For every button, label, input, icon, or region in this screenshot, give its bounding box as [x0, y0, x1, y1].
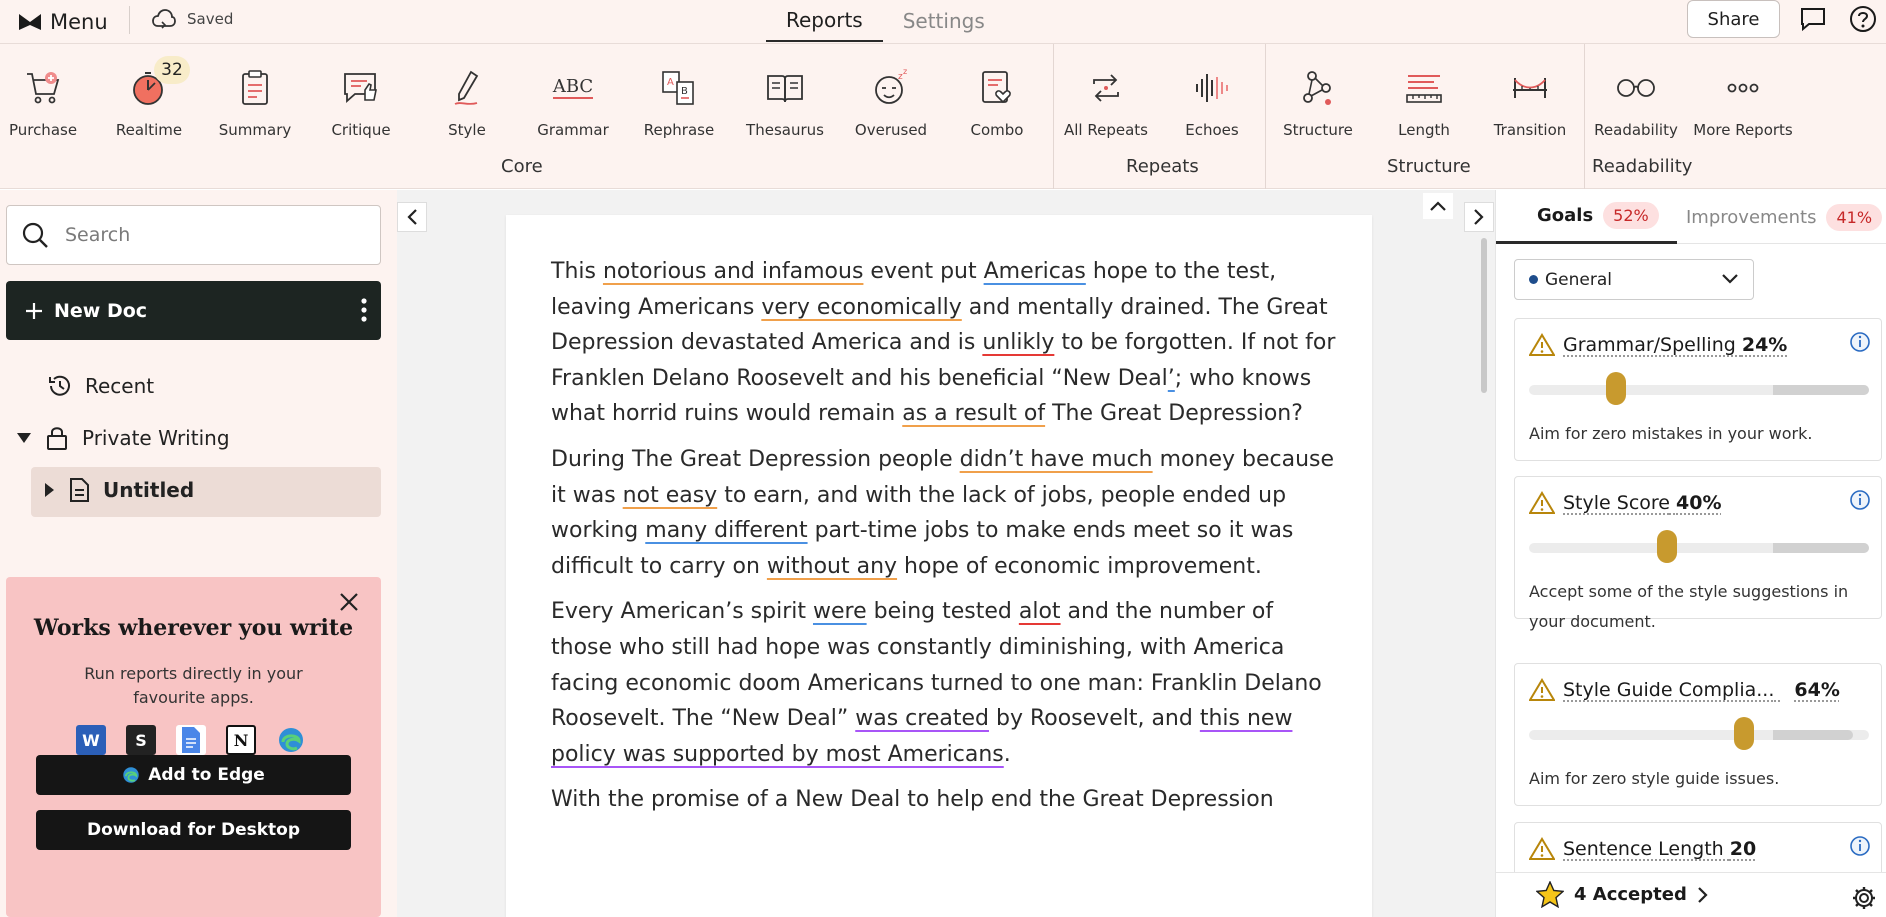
report-label: All Repeats: [1064, 121, 1148, 139]
report-label: Style: [448, 121, 486, 139]
goal-title[interactable]: Sentence Length 20: [1563, 838, 1757, 860]
word-icon[interactable]: W: [76, 725, 106, 755]
clipboard-icon: [231, 64, 279, 112]
report-label: Transition: [1493, 121, 1567, 139]
spelling-suggestion[interactable]: unlikly: [982, 330, 1055, 356]
warning-icon: [1529, 837, 1555, 861]
info-icon[interactable]: [1849, 835, 1871, 861]
goal-title[interactable]: Style Score 40%: [1563, 492, 1722, 514]
left-sidebar: [0, 190, 397, 917]
search-input[interactable]: [65, 224, 365, 246]
sidebar-item-private-writing[interactable]: [16, 425, 230, 451]
grammar-suggestion[interactable]: were: [812, 599, 867, 625]
caret-right-icon[interactable]: [43, 482, 55, 498]
cloud-sync-icon: [151, 8, 177, 30]
sidebar-item-label: Recent: [85, 374, 155, 398]
report-transition[interactable]: [1477, 64, 1583, 154]
goal-slider-track: [1529, 385, 1869, 395]
abc-icon-text: ABC: [552, 76, 594, 97]
report-length[interactable]: [1371, 64, 1477, 154]
promo-title: Works wherever you write: [33, 615, 354, 641]
goal-header: [1529, 491, 1722, 515]
goal-header: [1529, 837, 1756, 861]
download-desktop-button[interactable]: Download for Desktop: [36, 810, 351, 850]
goal-slider-knob[interactable]: [1657, 530, 1677, 563]
tab-label: Goals: [1537, 205, 1594, 226]
chevron-down-icon: [1721, 272, 1739, 286]
style-suggestion[interactable]: very economically: [761, 294, 962, 320]
report-realtime[interactable]: [96, 60, 202, 154]
group-label-core: Core: [501, 156, 543, 177]
sidebar-item-label: Private Writing: [82, 426, 230, 450]
menu-button[interactable]: [18, 6, 108, 38]
info-icon[interactable]: [1849, 331, 1871, 357]
cart-icon: [19, 64, 67, 112]
report-label: Echoes: [1185, 121, 1239, 139]
goal-description: Accept some of the style suggestions in your document.: [1529, 582, 1849, 631]
goal-target-zone: [1773, 385, 1869, 395]
report-style[interactable]: [414, 64, 520, 154]
tab-improvements[interactable]: [1686, 190, 1882, 244]
search-box[interactable]: [6, 205, 381, 265]
gear-icon[interactable]: [1851, 885, 1877, 915]
paragraph[interactable]: During The Great Depression people didn’t have much money because it was not easy to earn, and with the lack of jobs, people ended up working many different part-time jobs to make ends meet so it was difficult to carry on without any hope of economic improvement.: [551, 446, 1335, 579]
saved-label: Saved: [187, 10, 234, 28]
add-to-edge-label: Add to Edge: [148, 765, 265, 785]
sound-wave-icon: [1188, 64, 1236, 112]
tab-label: Improvements: [1686, 206, 1817, 228]
report-label: Structure: [1283, 121, 1353, 139]
warning-icon: [1529, 333, 1555, 357]
help-icon[interactable]: [1848, 4, 1878, 34]
share-button[interactable]: Share: [1687, 0, 1780, 38]
report-label: Grammar: [537, 121, 609, 139]
svg-text:B: B: [681, 86, 688, 97]
panel-tabs: [1496, 190, 1886, 244]
plus-icon: [24, 301, 44, 321]
promo-card: [6, 577, 381, 917]
document-icon: [67, 477, 91, 503]
style-suggestion[interactable]: didn’t have much: [959, 446, 1153, 472]
collapse-panel-button[interactable]: [1464, 202, 1494, 232]
bridge-icon: [1506, 64, 1554, 112]
style-suggestion[interactable]: notorious and infamous: [602, 259, 864, 284]
comments-icon[interactable]: [1798, 4, 1828, 34]
paragraph[interactable]: With the promise of a New Deal to help end the Great Depression: [551, 787, 1274, 813]
goal-header: [1529, 678, 1840, 702]
search-icon: [21, 221, 49, 249]
sidebar-item-untitled[interactable]: [43, 477, 194, 503]
sidebar-item-recent[interactable]: [47, 373, 154, 399]
scroll-up-button[interactable]: [1423, 193, 1453, 219]
promo-text: Run reports directly in your favourite apps.: [84, 664, 303, 707]
logo-icon: [18, 12, 42, 32]
report-label: Rephrase: [643, 121, 715, 139]
goal-title[interactable]: Style Guide Complia... 64%: [1563, 679, 1840, 701]
report-readability[interactable]: [1583, 64, 1689, 154]
goal-title[interactable]: Grammar/Spelling 24%: [1563, 334, 1788, 356]
warning-icon: [1529, 491, 1555, 515]
report-label: Summary: [218, 121, 292, 139]
status-dot: [1529, 275, 1538, 284]
top-tabs: [766, 0, 1005, 44]
spelling-suggestion[interactable]: alot: [1018, 599, 1061, 625]
paragraph[interactable]: This notorious and infamous event put Americas hope to the test, leaving Americans very economically and mentally drained. The Great Depression devastated America and is unlikly to be forgotten. If not for Franklen Delano Roosevelt and his beneficial “New Deal’; who knows what horrid ruins would remain as a result of The Great Depression?: [551, 259, 1336, 427]
report-label: More Reports: [1693, 121, 1793, 139]
report-grammar[interactable]: [520, 64, 626, 154]
accepted-label: 4 Accepted: [1574, 884, 1687, 905]
goal-slider-knob[interactable]: [1606, 372, 1626, 405]
add-to-edge-button[interactable]: [36, 755, 351, 795]
chevron-right-icon: [1473, 208, 1485, 226]
collapse-sidebar-button[interactable]: [397, 202, 427, 232]
structure-nodes-icon: [1294, 64, 1342, 112]
chevron-left-icon: [406, 208, 418, 226]
goal-slider-knob[interactable]: [1734, 717, 1754, 750]
accepted-bar: [1496, 872, 1886, 917]
sidebar-item-label: Untitled: [103, 478, 195, 502]
report-echoes[interactable]: [1159, 64, 1265, 154]
repeat-arrows-icon: [1082, 64, 1130, 112]
tab-reports[interactable]: Reports: [766, 0, 883, 42]
improvements-pct-badge: 41%: [1826, 204, 1882, 231]
goal-description: Aim for zero mistakes in your work.: [1529, 424, 1813, 443]
grammar-suggestion[interactable]: Americas: [983, 259, 1086, 284]
grammar-suggestion[interactable]: many different: [645, 518, 808, 544]
report-label: Readability: [1594, 121, 1678, 139]
report-summary[interactable]: [202, 64, 308, 154]
kebab-menu-icon[interactable]: [361, 297, 367, 328]
report-combo[interactable]: [944, 64, 1050, 154]
passive-voice-suggestion[interactable]: was created: [855, 706, 989, 732]
heart-doc-icon: [973, 64, 1021, 112]
group-label-structure: Structure: [1387, 156, 1471, 177]
goal-card-style-score: [1514, 476, 1882, 631]
notion-icon[interactable]: N: [226, 725, 256, 755]
length-bars-icon: [1400, 64, 1448, 112]
goal-slider-track: [1529, 730, 1869, 740]
goal-slider-track: [1529, 543, 1869, 553]
glasses-icon: [1612, 64, 1660, 112]
report-rephrase[interactable]: [626, 64, 732, 154]
chevron-up-icon: [1429, 200, 1447, 212]
warning-icon: [1529, 678, 1555, 702]
google-docs-icon[interactable]: [176, 725, 206, 755]
report-label: Length: [1398, 121, 1450, 139]
edge-icon: [122, 766, 140, 784]
grammar-suggestion[interactable]: ’: [1167, 365, 1175, 391]
report-critique[interactable]: [308, 64, 414, 154]
report-label: Overused: [854, 121, 928, 139]
rephrase-icon: [655, 64, 703, 112]
caret-down-icon[interactable]: [16, 431, 32, 445]
report-label: Combo: [970, 121, 1024, 139]
svg-text:A: A: [667, 77, 674, 88]
report-structure[interactable]: [1265, 64, 1371, 154]
report-all-repeats[interactable]: [1053, 64, 1159, 154]
goal-target-zone: [1773, 730, 1853, 740]
edge-icon[interactable]: [276, 725, 306, 755]
report-purchase[interactable]: [0, 64, 96, 154]
editor-scrollbar[interactable]: [1481, 238, 1487, 393]
goal-description: Aim for zero style guide issues.: [1529, 769, 1780, 788]
style-suggestion[interactable]: without any: [766, 553, 898, 579]
svg-text:z: z: [898, 72, 903, 82]
reports-ribbon: [0, 44, 1886, 189]
svg-text:z: z: [903, 68, 908, 76]
report-more[interactable]: [1690, 64, 1796, 154]
more-dots-icon: [1719, 64, 1767, 112]
abc-icon: [549, 64, 597, 112]
accepted-suggestions-button[interactable]: [1536, 881, 1709, 908]
goals-panel: [1495, 190, 1886, 917]
goal-target-zone: [1773, 543, 1869, 553]
tab-goals[interactable]: [1496, 190, 1677, 244]
star-icon: [1536, 881, 1564, 908]
thumbs-up-chat-icon: [337, 64, 385, 112]
goals-pct-badge: 52%: [1603, 202, 1659, 229]
goal-card-style-guide: [1514, 663, 1882, 806]
open-book-icon: [761, 64, 809, 112]
report-label: Realtime: [115, 121, 183, 139]
report-label: Critique: [331, 121, 391, 139]
style-suggestion[interactable]: not easy: [622, 482, 718, 508]
close-icon[interactable]: [338, 591, 360, 617]
report-label: Thesaurus: [746, 121, 824, 139]
save-status: [151, 6, 233, 32]
pen-icon: [443, 64, 491, 112]
promo-apps: [76, 725, 306, 755]
goal-header: [1529, 333, 1787, 357]
chevron-right-icon: [1697, 886, 1709, 904]
report-label: Purchase: [8, 121, 78, 139]
realtime-count-badge: 32: [154, 56, 190, 84]
group-label-readability: Readability: [1592, 156, 1693, 177]
document-text[interactable]: [551, 254, 1341, 828]
goal-filter-dropdown[interactable]: [1514, 259, 1754, 300]
style-suggestion[interactable]: as a result of: [902, 401, 1046, 427]
scrivener-icon[interactable]: S: [126, 725, 156, 755]
tab-settings[interactable]: Settings: [902, 9, 985, 33]
paragraph[interactable]: Every American’s spirit were being tested alot and the number of those who still had hope was constantly diminishing, with America facing economic doom Americans turned to one man: Franklin Delano Roosevelt. The “New Deal” was created by Roosevelt, and this new policy was supported by most Americans.: [551, 599, 1322, 767]
top-bar: [0, 0, 1886, 44]
report-overused[interactable]: [838, 64, 944, 154]
new-doc-button[interactable]: [6, 281, 381, 340]
sleepy-face-icon: [867, 64, 915, 112]
lock-icon: [44, 425, 70, 451]
document-page[interactable]: [506, 215, 1372, 917]
info-icon[interactable]: [1849, 489, 1871, 515]
passive-voice-suggestion[interactable]: this new policy was supported by most Americans: [551, 706, 1293, 767]
menu-label: Menu: [50, 10, 108, 34]
goal-filter-label: General: [1545, 269, 1612, 290]
report-thesaurus[interactable]: [732, 64, 838, 154]
new-doc-label: New Doc: [54, 299, 148, 322]
history-icon: [47, 373, 73, 399]
goal-card-grammar: [1514, 318, 1882, 461]
divider: [129, 6, 130, 34]
group-label-repeats: Repeats: [1126, 156, 1199, 177]
